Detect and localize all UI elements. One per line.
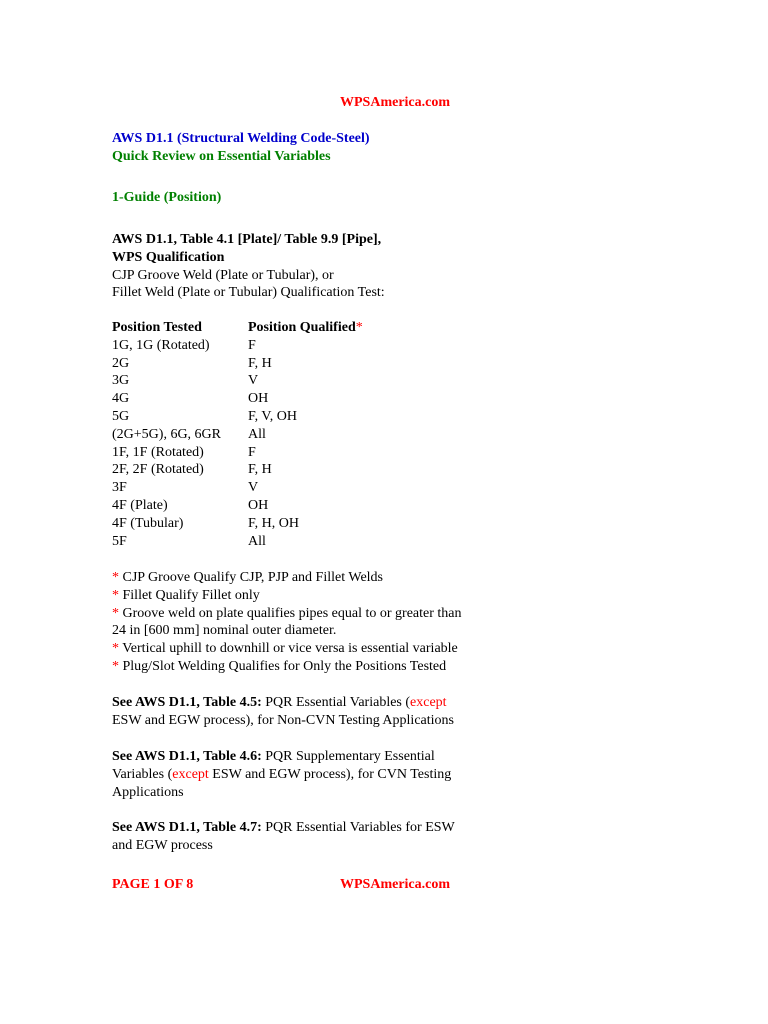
qualification-heading-line1: AWS D1.1, Table 4.1 [Plate]/ Table 9.9 [Pipe], — [112, 232, 382, 247]
column-header-qualified — [248, 319, 363, 337]
reference-text-line2: ESW and EGW process), for Non-CVN Testing Applications — [112, 712, 454, 728]
cell-tested: 2G — [112, 355, 130, 371]
table-row — [112, 444, 363, 462]
reference-text: PQR Essential Variables ( — [261, 695, 411, 710]
note-marker: * — [112, 605, 119, 621]
note-item — [112, 605, 532, 623]
reference-line — [112, 819, 532, 837]
cell-qualified: F, H, OH — [248, 515, 299, 531]
reference-label: See AWS D1.1, Table 4.6: — [112, 749, 262, 764]
table-row — [112, 355, 363, 373]
reference-text: ESW and EGW process), for CVN Testing — [208, 766, 452, 782]
cell-tested: 5G — [112, 408, 130, 424]
cell-tested: 4F (Tubular) — [112, 515, 184, 531]
positions-table — [112, 319, 363, 550]
table-row — [112, 479, 363, 497]
except-text: except — [172, 766, 209, 782]
cell-tested: 4F (Plate) — [112, 497, 168, 513]
document-title: AWS D1.1 (Structural Welding Code-Steel) — [112, 131, 370, 146]
qualification-desc-line2: Fillet Weld (Plate or Tubular) Qualification Test: — [112, 285, 385, 301]
reference-text: PQR Essential Variables for ESW — [261, 820, 455, 835]
note-item — [112, 587, 532, 605]
table-row — [112, 408, 363, 426]
table-row — [112, 515, 363, 533]
note-item-continuation: 24 in [600 mm] nominal outer diameter. — [112, 623, 337, 639]
reference-table-4-5 — [112, 694, 532, 730]
table-row — [112, 426, 363, 444]
note-text: Groove weld on plate qualifies pipes equal to or greater than — [119, 605, 462, 621]
table-row — [112, 497, 363, 515]
table-header-row — [112, 319, 363, 337]
cell-qualified: F — [248, 337, 256, 353]
qualification-desc-line1: CJP Groove Weld (Plate or Tubular), or — [112, 267, 334, 283]
note-marker: * — [112, 587, 119, 603]
reference-text: PQR Supplementary Essential — [261, 749, 435, 764]
cell-tested: 2F, 2F (Rotated) — [112, 462, 204, 478]
qualification-heading-line2: WPS Qualification — [112, 249, 225, 265]
note-marker: * — [112, 641, 119, 657]
reference-label: See AWS D1.1, Table 4.7: — [112, 820, 262, 835]
table-row — [112, 533, 363, 551]
cell-qualified: F, H — [248, 462, 272, 478]
reference-label: See AWS D1.1, Table 4.5: — [112, 695, 262, 710]
reference-text-line3: Applications — [112, 784, 184, 800]
table-row — [112, 337, 363, 355]
page-number: PAGE 1 OF 8 — [112, 877, 194, 892]
cell-tested: 5F — [112, 533, 127, 549]
notes-list — [112, 569, 532, 676]
table-row — [112, 461, 363, 479]
cell-qualified: All — [248, 533, 266, 549]
cell-tested: (2G+5G), 6G, 6GR — [112, 426, 221, 442]
cell-tested: 3F — [112, 480, 127, 496]
cell-tested: 1F, 1F (Rotated) — [112, 444, 204, 460]
cell-tested: 4G — [112, 391, 130, 407]
qualification-block — [112, 231, 512, 302]
section-heading: 1-Guide (Position) — [112, 190, 222, 205]
cell-qualified: F — [248, 444, 256, 460]
except-text: except — [410, 695, 447, 710]
note-marker: * — [112, 658, 119, 674]
cell-qualified: F, V, OH — [248, 408, 297, 424]
reference-text: Variables ( — [112, 766, 173, 782]
note-marker: * — [112, 570, 119, 585]
note-text: Plug/Slot Welding Qualifies for Only the Positions Tested — [119, 658, 447, 674]
cell-qualified: F, H — [248, 355, 272, 371]
cell-qualified: V — [248, 373, 259, 389]
reference-line — [112, 694, 532, 712]
cell-qualified: All — [248, 426, 266, 442]
reference-table-4-7 — [112, 819, 532, 855]
reference-line — [112, 748, 532, 766]
table-row — [112, 390, 363, 408]
cell-qualified: OH — [248, 497, 269, 513]
column-header-tested: Position Tested — [112, 320, 202, 335]
cell-qualified: V — [248, 480, 259, 496]
reference-text-line2: and EGW process — [112, 837, 213, 853]
asterisk-marker: * — [355, 320, 363, 335]
note-text: CJP Groove Qualify CJP, PJP and Fillet Welds — [119, 570, 383, 585]
note-text: Fillet Qualify Fillet only — [119, 587, 260, 603]
note-item — [112, 658, 532, 676]
cell-qualified: OH — [248, 391, 269, 407]
note-text: Vertical uphill to downhill or vice versa is essential variable — [119, 641, 458, 657]
note-item — [112, 569, 532, 587]
reference-table-4-6 — [112, 748, 532, 801]
column-header-qualified-label: Position Qualified — [248, 320, 356, 335]
document-subtitle: Quick Review on Essential Variables — [112, 149, 331, 164]
reference-line — [112, 766, 532, 784]
cell-tested: 1G, 1G (Rotated) — [112, 337, 210, 353]
note-item — [112, 640, 532, 658]
table-row — [112, 372, 363, 390]
header-site-name: WPSAmerica.com — [340, 95, 451, 110]
cell-tested: 3G — [112, 373, 130, 389]
footer-site-name: WPSAmerica.com — [340, 877, 451, 892]
